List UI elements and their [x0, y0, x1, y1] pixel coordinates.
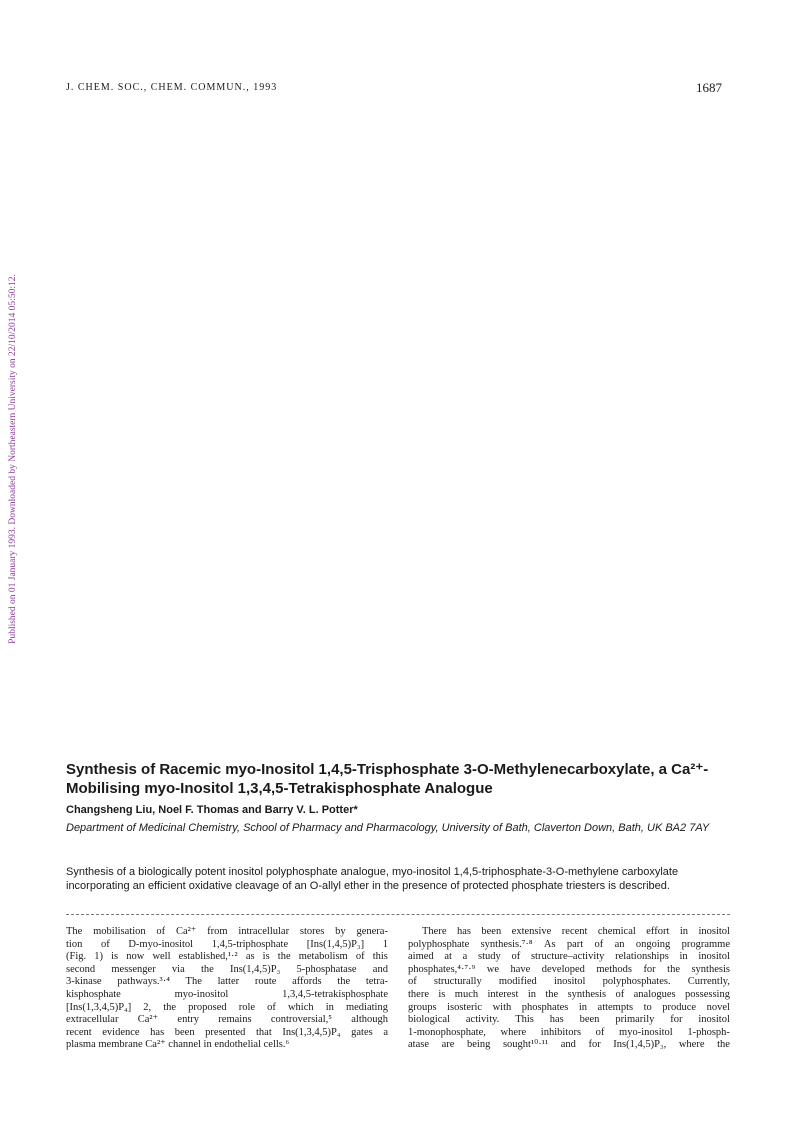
body-line: (Fig. 1) is now well established,¹·² as is the metabolism of this: [66, 951, 388, 963]
article-title: Synthesis of Racemic myo-Inositol 1,4,5-Trisphosphate 3-O-Methylenecarboxylate, a Ca²⁺-Mobilising myo-Inositol 1,3,4,5-Tetrakisphosphate Analogue: [66, 761, 709, 797]
body-line: recent evidence has been presented that Ins(1,3,4,5)P₄ gates a: [66, 1026, 388, 1038]
body-line: The mobilisation of Ca²⁺ from intracellular stores by genera-: [66, 926, 388, 937]
body-line: There has been extensive recent chemical effort in inositol: [422, 926, 730, 937]
section-divider: [66, 914, 730, 915]
author-list: Changsheng Liu, Noel F. Thomas and Barry V. L. Potter*: [66, 804, 358, 816]
running-head: J. CHEM. SOC., CHEM. COMMUN., 1993: [66, 82, 278, 93]
abstract: Synthesis of a biologically potent inositol polyphosphate analogue, myo-inositol 1,4,5-triphosphate-3-O-methylene carboxylate incorporating an efficient oxidative cleavage of an O-allyl ether in the presence of protected phosphate triesters is described.: [66, 866, 679, 892]
body-line: kisphosphate myo-inositol 1,3,4,5-tetrakisphosphate: [66, 988, 388, 1000]
download-notice-text: Published on 01 January 1993. Downloaded by Northeastern University on 22/10/2014 05:50:12.: [8, 274, 18, 644]
body-line: atase are being sought¹⁰·¹¹ and for Ins(1,4,5)P₃, where the: [408, 1039, 730, 1051]
download-notice: [4, 244, 22, 674]
body-line: extracellular Ca²⁺ entry remains controversial,⁵ although: [66, 1014, 388, 1026]
body-line: phosphates,⁴·⁷·⁹ we have developed methods for the synthesis: [408, 963, 730, 975]
body-line: tion of D-myo-inositol 1,4,5-triphosphate [Ins(1,4,5)P₃] 1: [66, 938, 388, 950]
body-column-left: [66, 926, 388, 1052]
body-line: biological activity. This has been primarily for inositol: [408, 1014, 730, 1026]
page-number: 1687: [696, 80, 722, 95]
body-line: polyphosphate synthesis.⁷·⁸ As part of an ongoing programme: [408, 938, 730, 950]
body-line: 3-kinase pathways.³·⁴ The latter route affords the tetra-: [66, 976, 388, 988]
body-line: aimed at a study of structure–activity relationships in inositol: [408, 951, 730, 963]
body-line: 1-monophosphate, where inhibitors of myo-inositol 1-phosph-: [408, 1026, 730, 1038]
affiliation: Department of Medicinal Chemistry, School of Pharmacy and Pharmacology, University of Bath, Claverton Down, Bath, UK BA2 7AY: [66, 822, 710, 834]
body-line: groups isosteric with phosphates in attempts to produce novel: [408, 1001, 730, 1013]
body-line: of structurally modified inositol polyphosphates. Currently,: [408, 976, 730, 988]
body-line: [Ins(1,3,4,5)P₄] 2, the proposed role of which in mediating: [66, 1001, 388, 1013]
body-line: second messenger via the Ins(1,4,5)P₃ 5-phosphatase and: [66, 963, 388, 975]
body-line: plasma membrane Ca²⁺ channel in endothelial cells.⁶: [66, 1039, 290, 1051]
body-column-right: [408, 926, 730, 1052]
body-line: there is much interest in the synthesis of analogues possessing: [408, 988, 730, 1000]
